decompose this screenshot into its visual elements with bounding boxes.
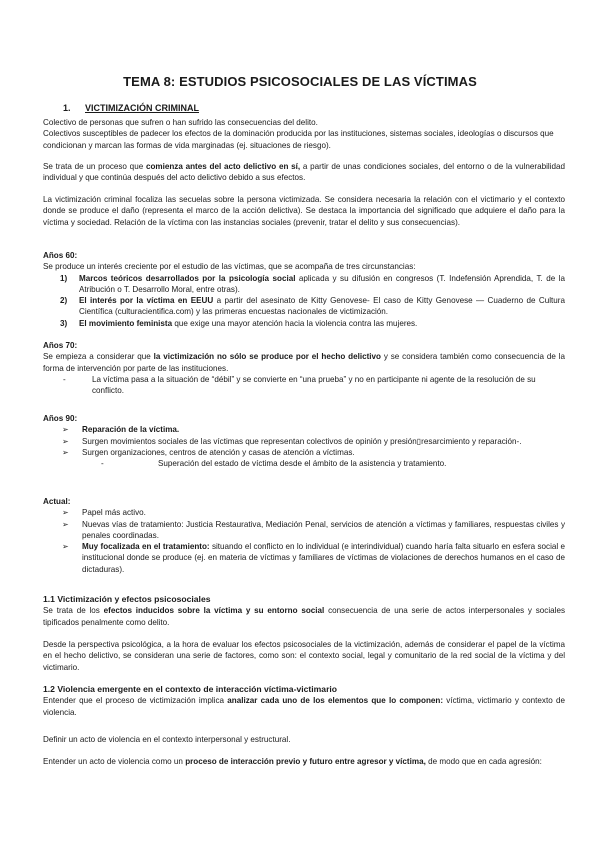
anos70-block [43, 340, 565, 396]
list-number: 3) [60, 318, 68, 328]
anos60-heading: Años 60: [43, 251, 78, 260]
anos90-heading: Años 90: [43, 414, 78, 423]
text-span: Superación del estado de víctima desde el ámbito de la asistencia y tratamiento. [158, 459, 447, 469]
list-item [43, 295, 565, 318]
section-1-1-heading: 1.1 Victimización y efectos psicosociales [43, 594, 211, 604]
paragraph-proceso [43, 161, 565, 184]
arrow-item [43, 436, 565, 447]
arrow-item [43, 541, 565, 575]
sub-item [43, 458, 565, 469]
arrow-icon: ➢ [62, 436, 69, 446]
text-span: Surgen organizaciones, centros de atención y casas de atención a víctimas. [82, 447, 355, 457]
section-1-2-paragraph-2 [43, 734, 565, 745]
intro-line-1: Colectivo de personas que sufren o han sufrido las consecuencias del delito. [43, 118, 318, 127]
section-1-1-paragraph-2 [43, 639, 565, 673]
text-span: consecuencia de una serie de actos interpersonales y sociales tipificados penalmente como delito. [43, 606, 565, 627]
bold-span: la victimización no sólo se produce por el hecho delictivo [153, 352, 381, 362]
arrow-icon: ➢ [62, 425, 69, 435]
section-1-2 [43, 684, 565, 718]
text-span: de modo que en cada agresión: [425, 757, 542, 766]
section-1-2-heading: 1.2 Violencia emergente en el contexto de interacción víctima-victimario [43, 684, 338, 694]
list-item [43, 318, 565, 329]
bold-span: El movimiento feminista [79, 318, 173, 328]
bold-span: Muy focalizada en el tratamiento: [82, 542, 210, 552]
focaliza-text: La victimización criminal focaliza las secuelas sobre la persona victimizada. Se considera necesaria la relación con el victimario y el contexto donde se produce el daño (representa el marco de la acción delictiva). Se destaca la importancia del significado que adquiere el daño para la víctima y sociedad. Relación de la víctima con las instancias sociales (prevenir, tratar el delito y sus consecuencias). [43, 195, 565, 227]
actual-block [43, 496, 565, 575]
text-span: Nuevas vías de tratamiento: Justicia Restaurativa, Mediación Penal, servicios de atención a víctimas y familiares, respuestas civiles y penales coordinadas. [82, 519, 565, 540]
dash-text: La víctima pasa a la situación de “débil” y se convierte en “una prueba” y no en participante ni agente de la resolución de su conflicto. [92, 374, 536, 396]
definir-text: Definir un acto de violencia en el contexto interpersonal y estructural. [43, 735, 291, 744]
text-span: Surgen movimientos sociales de las víctimas que representan colectivos de opinión y presión▯resarcimiento y reparación-. [82, 436, 522, 446]
perspectiva-text: Desde la perspectiva psicológica, a la hora de evaluar los efectos psicosociales de la victimización, además de considerar el papel de la víctima en el hecho delictivo, se consideran una serie de factores, como son: el contexto social, legal y comunitario de la red social de la víctima y del victimario. [43, 640, 565, 672]
section-1-1 [43, 594, 565, 628]
anos90-block [43, 413, 565, 469]
text-span: Papel más activo. [82, 508, 146, 518]
text-span: a partir de unas condiciones sociales, del entorno o de la vulnerabilidad individual y que continúa después del acto delictivo debido a sus efectos. [43, 162, 565, 183]
bold-span: El interés por la víctima en EEUU [79, 296, 214, 306]
dash-marker: - [63, 374, 66, 384]
text-span: Se trata de un proceso que [43, 162, 146, 171]
dash-marker: - [101, 459, 104, 469]
bold-span: comienza antes del acto delictivo en sí, [145, 162, 301, 171]
section-number: 1. [63, 103, 71, 113]
text-span: Entender un acto de violencia como un [43, 757, 186, 766]
bold-span: proceso de interacción previo y futuro entre agresor y víctima, [185, 757, 426, 766]
arrow-icon: ➢ [62, 508, 69, 518]
arrow-icon: ➢ [62, 447, 69, 457]
arrow-item [43, 424, 565, 435]
arrow-icon: ➢ [62, 542, 69, 552]
dash-item [43, 374, 565, 397]
text-span: aplicada y su difusión en congresos (T. Indefensión Aprendida, T. de la Atribución o T. Desarrollo Moral, entre otras). [79, 273, 565, 294]
bold-span: Marcos teóricos desarrollados por la psicología social [79, 273, 296, 283]
text-span: que exige una mayor atención hacia la violencia contra las mujeres. [172, 318, 418, 328]
bold-span: analizar cada uno de los elementos que lo componen: [227, 696, 444, 706]
intro-block [43, 117, 565, 151]
anos60-block [43, 250, 565, 329]
list-number: 1) [60, 273, 68, 283]
arrow-item [43, 447, 565, 458]
paragraph-focaliza [43, 194, 565, 228]
anos60-intro: Se produce un interés creciente por el estudio de las víctimas, que se acompaña de tres circunstancias: [43, 262, 416, 272]
section-heading-victimizacion [63, 103, 199, 113]
page-title: TEMA 8: ESTUDIOS PSICOSOCIALES DE LAS VÍCTIMAS [123, 74, 477, 89]
list-number: 2) [60, 296, 68, 306]
text-span: Entender que el proceso de victimización implica [43, 696, 228, 706]
actual-heading: Actual: [43, 497, 71, 506]
text-span: víctima, victimario y contexto de violencia. [43, 696, 565, 717]
text-span: y se considera también como consecuencia de la forma de intervención por parte de las instituciones. [43, 352, 566, 373]
text-span: a partir del asesinato de Kitty Genovese- El caso de Kitty Genovese — Cuaderno de Cultura Científica (culturacientifica.com) y las primeras encuestas nacionales de victimización. [79, 296, 565, 317]
text-span: situando el conflicto en lo individual (e interindividual) cuando haría falta situarlo en esfera social e institucional donde se produce (ej. en materia de víctimas y familiares de víctimas de violaciones de derechos humanos en el caso de dictaduras). [82, 542, 565, 574]
section-1-2-paragraph-3 [43, 756, 565, 767]
text-span: Se empieza a considerar que [43, 352, 154, 362]
bold-span: efectos inducidos sobre la víctima y su entorno social [103, 606, 325, 616]
section-title: VICTIMIZACIÓN CRIMINAL [85, 103, 199, 113]
intro-line-2: Colectivos susceptibles de padecer los efectos de la dominación producida por las instituciones, sistemas sociales, ideologías o discursos que condicionan y marcan las formas de vida marginadas (ej. situaciones de riesgo). [43, 129, 554, 150]
arrow-item [43, 519, 565, 542]
arrow-item [43, 507, 565, 518]
list-item [43, 273, 565, 296]
text-span: Se trata de los [43, 606, 104, 616]
bold-span: Reparación de la víctima. [82, 425, 180, 435]
anos70-heading: Años 70: [43, 341, 78, 350]
arrow-icon: ➢ [62, 519, 69, 529]
